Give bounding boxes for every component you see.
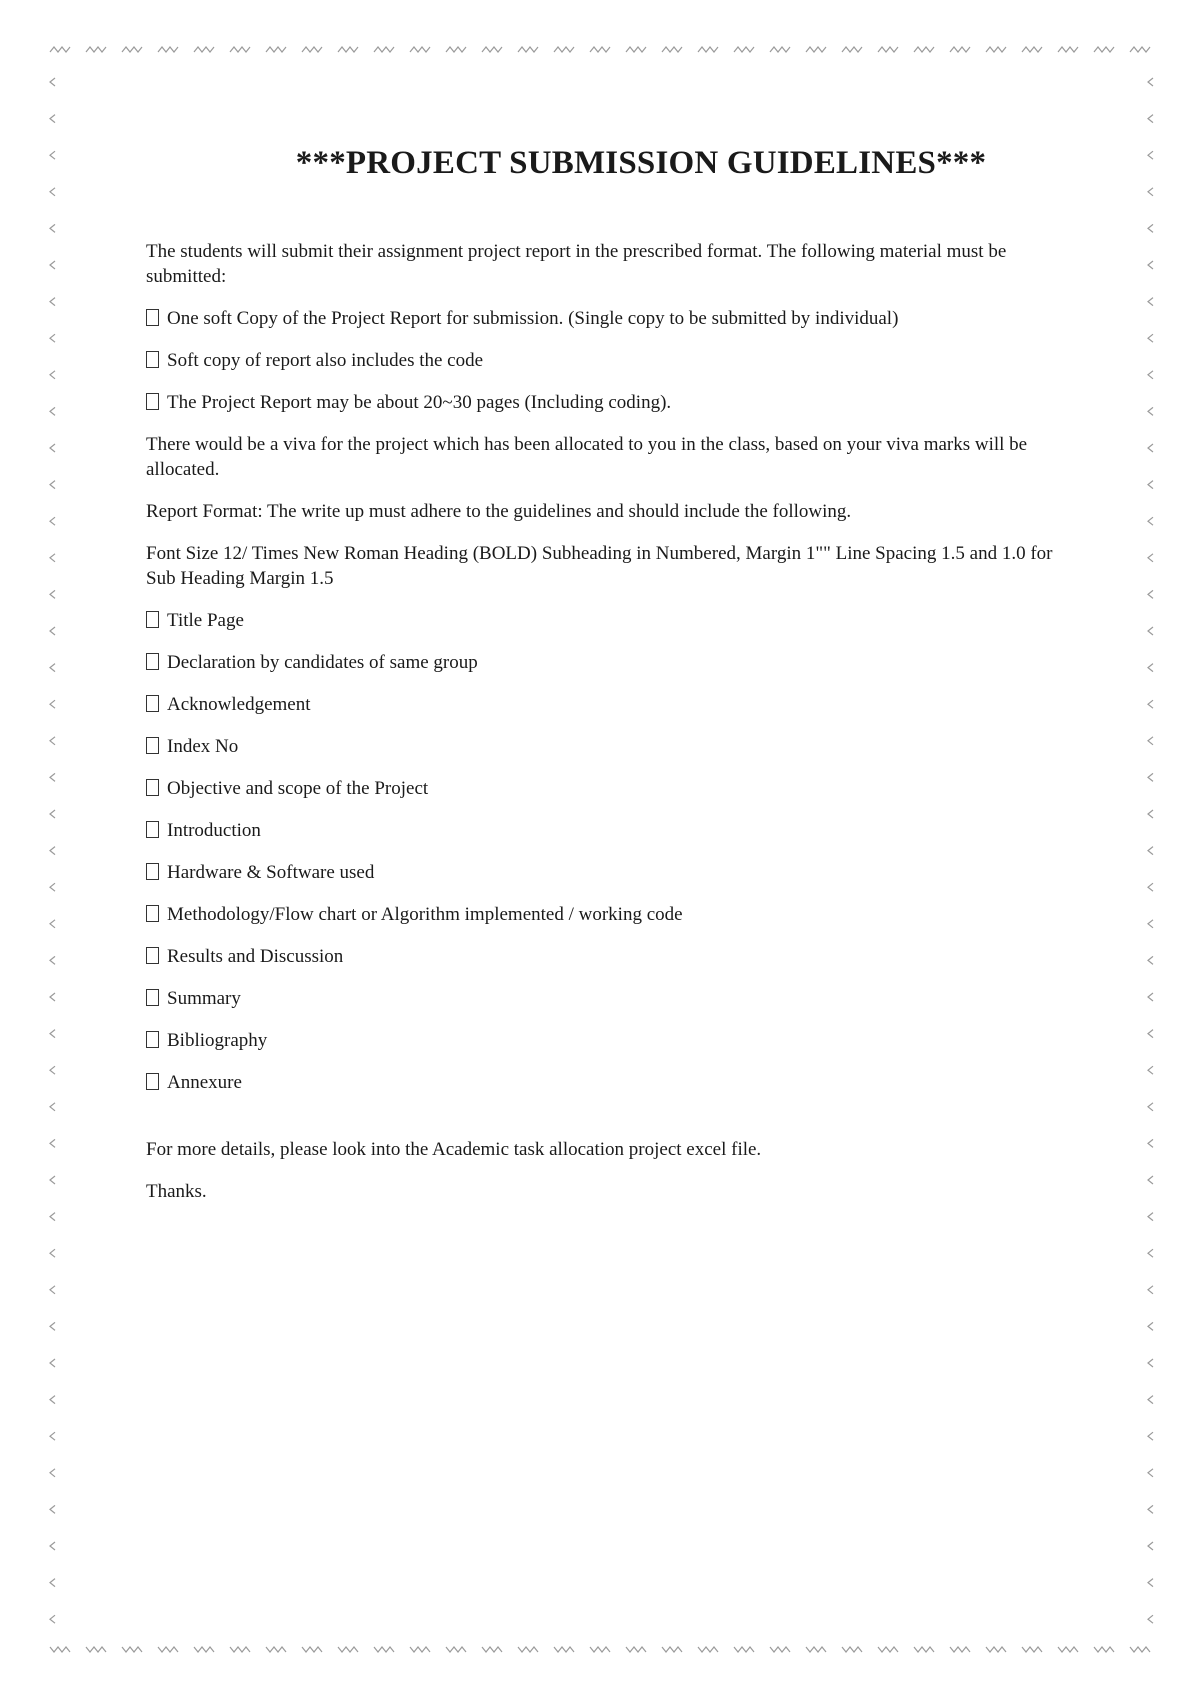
border-chevron-mark	[50, 1176, 55, 1184]
checkbox-bullet-icon	[146, 1073, 159, 1090]
border-chevron-mark	[1148, 883, 1153, 891]
list-item	[146, 650, 1066, 675]
list-item-text: Bibliography	[167, 1030, 268, 1051]
list-item	[146, 902, 1066, 927]
border-chevron-mark	[1148, 407, 1153, 415]
border-chevron-mark	[50, 993, 55, 1001]
border-zigzag-mark	[590, 47, 610, 52]
checkbox-bullet-icon	[146, 653, 159, 670]
list-item	[146, 1070, 1066, 1095]
border-zigzag-mark	[266, 47, 286, 52]
list-item	[146, 986, 1066, 1011]
border-zigzag-mark	[698, 47, 718, 52]
border-chevron-mark	[1148, 298, 1153, 306]
border-zigzag-mark	[914, 1647, 934, 1652]
border-chevron-mark	[1148, 517, 1153, 525]
border-chevron-mark	[1148, 956, 1153, 964]
border-chevron-mark	[1148, 1359, 1153, 1367]
border-zigzag-mark	[626, 47, 646, 52]
border-zigzag-mark	[806, 1647, 826, 1652]
border-chevron-mark	[50, 371, 55, 379]
list-item	[146, 818, 1066, 843]
border-zigzag-mark	[122, 1647, 142, 1652]
border-chevron-mark	[50, 737, 55, 745]
border-zigzag-mark	[338, 1647, 358, 1652]
border-chevron-mark	[1148, 1030, 1153, 1038]
border-chevron-mark	[50, 298, 55, 306]
border-chevron-mark	[1148, 1505, 1153, 1513]
border-zigzag-mark	[626, 1647, 646, 1652]
more-details-paragraph: For more details, please look into the Academic task allocation project excel file.	[146, 1139, 762, 1160]
border-zigzag-mark	[518, 1647, 538, 1652]
border-zigzag-mark	[1094, 1647, 1114, 1652]
document-body	[146, 140, 1066, 1221]
list-item	[146, 306, 1066, 331]
border-chevron-mark	[1148, 334, 1153, 342]
list-item-text: Introduction	[167, 820, 261, 841]
list-item	[146, 860, 1066, 885]
border-chevron-mark	[1148, 224, 1153, 232]
list-item-text: Methodology/Flow chart or Algorithm implemented / working code	[167, 904, 683, 925]
border-chevron-mark	[50, 627, 55, 635]
border-chevron-mark	[50, 115, 55, 123]
border-zigzag-mark	[662, 1647, 682, 1652]
border-chevron-mark	[1148, 444, 1153, 452]
border-chevron-mark	[50, 1066, 55, 1074]
border-zigzag-mark	[446, 47, 466, 52]
border-chevron-mark	[50, 1579, 55, 1587]
border-chevron-mark	[1148, 664, 1153, 672]
border-chevron-mark	[1148, 700, 1153, 708]
checkbox-bullet-icon	[146, 905, 159, 922]
list-item-text: Summary	[167, 988, 241, 1009]
closing-paragraph: Thanks.	[146, 1181, 207, 1202]
border-top-zigzag	[50, 47, 1150, 52]
border-chevron-mark	[50, 664, 55, 672]
border-bottom-zigzag	[50, 1647, 1150, 1652]
border-zigzag-mark	[734, 47, 754, 52]
list-item	[146, 944, 1066, 969]
border-zigzag-mark	[302, 1647, 322, 1652]
border-zigzag-mark	[914, 47, 934, 52]
border-zigzag-mark	[734, 1647, 754, 1652]
border-chevron-mark	[1148, 773, 1153, 781]
list-item	[146, 608, 1066, 633]
checkbox-bullet-icon	[146, 393, 159, 410]
border-chevron-mark	[1148, 737, 1153, 745]
border-zigzag-mark	[482, 1647, 502, 1652]
list-item-text: Soft copy of report also includes the code	[167, 350, 484, 371]
border-zigzag-mark	[50, 1647, 70, 1652]
border-chevron-mark	[1148, 1615, 1153, 1623]
border-chevron-mark	[1148, 261, 1153, 269]
border-zigzag-mark	[986, 47, 1006, 52]
report-format-paragraph: Report Format: The write up must adhere to the guidelines and should include the following.	[146, 501, 852, 522]
spacer	[146, 1112, 1066, 1137]
checkbox-bullet-icon	[146, 737, 159, 754]
border-zigzag-mark	[770, 47, 790, 52]
border-zigzag-mark	[482, 47, 502, 52]
border-chevron-mark	[50, 1396, 55, 1404]
border-chevron-mark	[50, 847, 55, 855]
border-chevron-mark	[50, 810, 55, 818]
border-chevron-mark	[1148, 627, 1153, 635]
border-zigzag-mark	[842, 47, 862, 52]
list-item	[146, 734, 1066, 759]
border-chevron-mark	[50, 1615, 55, 1623]
intro-paragraph: The students will submit their assignment project report in the prescribed format. The following material must be submitted:	[146, 241, 1007, 287]
border-chevron-mark	[1148, 1542, 1153, 1550]
border-zigzag-mark	[662, 47, 682, 52]
checkbox-bullet-icon	[146, 863, 159, 880]
border-zigzag-mark	[1094, 47, 1114, 52]
border-chevron-mark	[50, 1469, 55, 1477]
border-zigzag-mark	[878, 1647, 898, 1652]
checkbox-bullet-icon	[146, 695, 159, 712]
border-chevron-mark	[50, 554, 55, 562]
border-zigzag-mark	[86, 47, 106, 52]
border-chevron-mark	[50, 444, 55, 452]
list-item-text: Objective and scope of the Project	[167, 778, 429, 799]
border-zigzag-mark	[770, 1647, 790, 1652]
list-item-text: Results and Discussion	[167, 946, 344, 967]
checkbox-bullet-icon	[146, 351, 159, 368]
border-chevron-mark	[1148, 1322, 1153, 1330]
border-chevron-mark	[50, 1359, 55, 1367]
border-chevron-mark	[50, 1286, 55, 1294]
border-zigzag-mark	[122, 47, 142, 52]
list-item-text: The Project Report may be about 20~30 pages (Including coding).	[167, 392, 672, 413]
border-chevron-mark	[1148, 78, 1153, 86]
border-zigzag-mark	[950, 1647, 970, 1652]
checkbox-bullet-icon	[146, 821, 159, 838]
border-zigzag-mark	[374, 1647, 394, 1652]
border-chevron-mark	[1148, 554, 1153, 562]
border-zigzag-mark	[806, 47, 826, 52]
border-chevron-mark	[1148, 1396, 1153, 1404]
viva-paragraph: There would be a viva for the project which has been allocated to you in the class, based on your viva marks will be allocated.	[146, 434, 1028, 480]
border-zigzag-mark	[338, 47, 358, 52]
border-chevron-mark	[50, 700, 55, 708]
border-chevron-mark	[1148, 371, 1153, 379]
checkbox-bullet-icon	[146, 309, 159, 326]
border-chevron-mark	[1148, 481, 1153, 489]
list-item-text: Title Page	[167, 610, 244, 631]
border-zigzag-mark	[50, 47, 70, 52]
border-zigzag-mark	[878, 47, 898, 52]
checkbox-bullet-icon	[146, 1031, 159, 1048]
border-chevron-mark	[1148, 993, 1153, 1001]
border-chevron-mark	[50, 1213, 55, 1221]
border-chevron-mark	[1148, 1213, 1153, 1221]
checkbox-bullet-icon	[146, 947, 159, 964]
list-item	[146, 692, 1066, 717]
border-zigzag-mark	[1022, 47, 1042, 52]
border-zigzag-mark	[446, 1647, 466, 1652]
border-chevron-mark	[1148, 847, 1153, 855]
border-chevron-mark	[1148, 188, 1153, 196]
border-chevron-mark	[50, 334, 55, 342]
border-chevron-mark	[1148, 920, 1153, 928]
border-chevron-mark	[50, 956, 55, 964]
border-zigzag-mark	[194, 47, 214, 52]
list-item-text: Declaration by candidates of same group	[167, 652, 478, 673]
border-chevron-mark	[1148, 151, 1153, 159]
checkbox-bullet-icon	[146, 779, 159, 796]
font-spec-paragraph: Font Size 12/ Times New Roman Heading (BOLD) Subheading in Numbered, Margin 1"" Line Spacing 1.5 and 1.0 for Sub Heading Margin 1.5	[146, 543, 1053, 589]
border-zigzag-mark	[842, 1647, 862, 1652]
checkbox-bullet-icon	[146, 989, 159, 1006]
border-zigzag-mark	[230, 47, 250, 52]
border-chevron-mark	[50, 590, 55, 598]
border-zigzag-mark	[266, 1647, 286, 1652]
list-item-text: Hardware & Software used	[167, 862, 375, 883]
border-chevron-mark	[50, 1505, 55, 1513]
border-zigzag-mark	[950, 47, 970, 52]
border-chevron-mark	[50, 1030, 55, 1038]
border-chevron-mark	[1148, 1286, 1153, 1294]
border-zigzag-mark	[158, 47, 178, 52]
border-zigzag-mark	[1022, 1647, 1042, 1652]
list-item	[146, 776, 1066, 801]
border-zigzag-mark	[518, 47, 538, 52]
border-zigzag-mark	[986, 1647, 1006, 1652]
border-chevron-mark	[50, 78, 55, 86]
border-chevron-mark	[50, 188, 55, 196]
border-chevron-mark	[50, 224, 55, 232]
border-zigzag-mark	[590, 1647, 610, 1652]
border-chevron-mark	[50, 151, 55, 159]
border-chevron-mark	[50, 773, 55, 781]
border-chevron-mark	[1148, 1432, 1153, 1440]
border-chevron-mark	[50, 261, 55, 269]
border-right-chevrons	[1148, 78, 1153, 1623]
border-chevron-mark	[50, 407, 55, 415]
border-zigzag-mark	[554, 47, 574, 52]
border-zigzag-mark	[1058, 1647, 1078, 1652]
border-zigzag-mark	[302, 47, 322, 52]
list-item-text: One soft Copy of the Project Report for submission. (Single copy to be submitted by individual)	[167, 308, 899, 329]
border-left-chevrons	[50, 78, 55, 1623]
list-item-text: Index No	[167, 736, 239, 757]
border-zigzag-mark	[374, 47, 394, 52]
border-chevron-mark	[50, 481, 55, 489]
border-chevron-mark	[50, 1249, 55, 1257]
border-chevron-mark	[1148, 1176, 1153, 1184]
border-zigzag-mark	[554, 1647, 574, 1652]
border-zigzag-mark	[410, 1647, 430, 1652]
border-zigzag-mark	[698, 1647, 718, 1652]
list-item-text: Annexure	[167, 1072, 242, 1093]
border-zigzag-mark	[230, 1647, 250, 1652]
border-zigzag-mark	[1130, 1647, 1150, 1652]
list-item	[146, 390, 1066, 415]
border-chevron-mark	[50, 1542, 55, 1550]
list-item-text: Acknowledgement	[167, 694, 311, 715]
list-item	[146, 1028, 1066, 1053]
border-chevron-mark	[1148, 590, 1153, 598]
border-chevron-mark	[1148, 1103, 1153, 1111]
border-chevron-mark	[1148, 1066, 1153, 1074]
border-chevron-mark	[50, 883, 55, 891]
list-item	[146, 348, 1066, 373]
border-chevron-mark	[1148, 115, 1153, 123]
border-chevron-mark	[50, 1432, 55, 1440]
border-chevron-mark	[50, 1103, 55, 1111]
border-zigzag-mark	[1058, 47, 1078, 52]
border-chevron-mark	[50, 517, 55, 525]
border-chevron-mark	[50, 920, 55, 928]
border-chevron-mark	[1148, 1579, 1153, 1587]
border-zigzag-mark	[410, 47, 430, 52]
border-chevron-mark	[50, 1322, 55, 1330]
border-zigzag-mark	[158, 1647, 178, 1652]
checkbox-bullet-icon	[146, 611, 159, 628]
border-zigzag-mark	[194, 1647, 214, 1652]
border-chevron-mark	[1148, 810, 1153, 818]
border-chevron-mark	[50, 1139, 55, 1147]
border-chevron-mark	[1148, 1469, 1153, 1477]
border-chevron-mark	[1148, 1249, 1153, 1257]
border-zigzag-mark	[86, 1647, 106, 1652]
page-title: ***PROJECT SUBMISSION GUIDELINES***	[295, 145, 987, 181]
border-zigzag-mark	[1130, 47, 1150, 52]
border-chevron-mark	[1148, 1139, 1153, 1147]
